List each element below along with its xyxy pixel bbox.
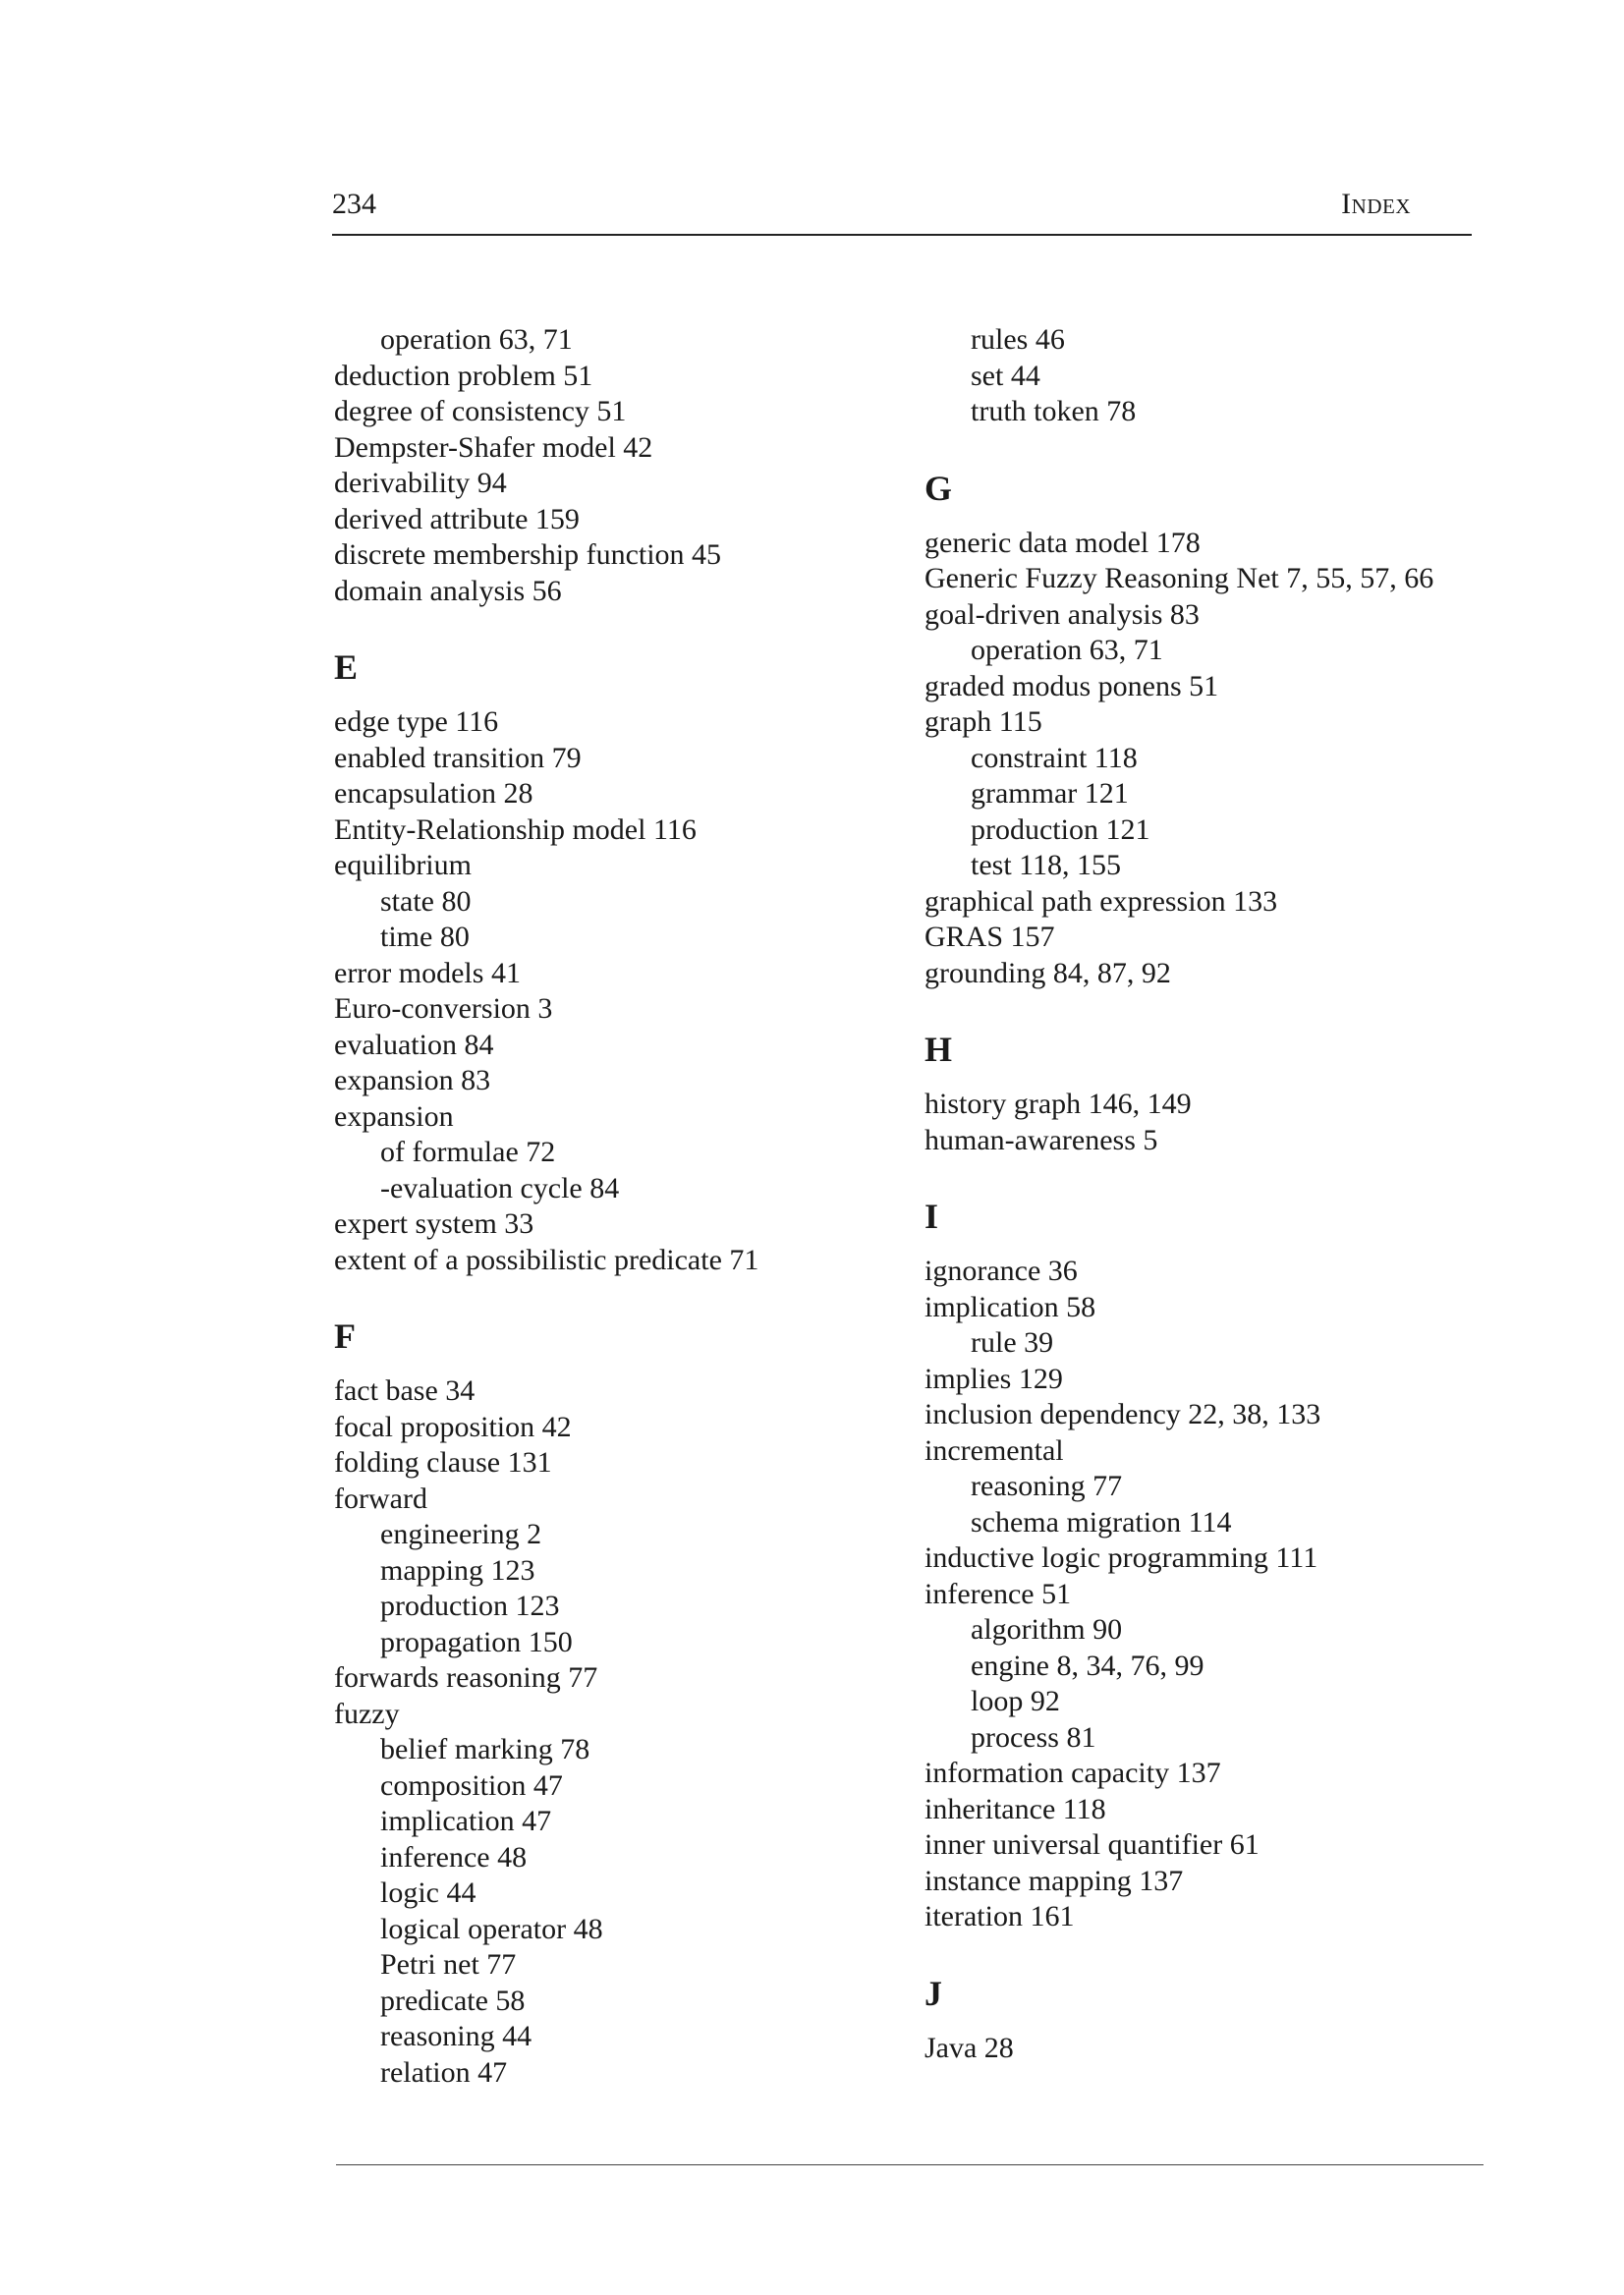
index-subentry: reasoning 44 [380,2020,532,2052]
index-subentry: operation 63, 71 [971,634,1163,666]
index-subentry: grammar 121 [971,777,1129,810]
index-subentry: rule 39 [971,1326,1054,1359]
entry-group-j [924,2031,1514,2067]
index-entry: inclusion dependency 22, 38, 133 [924,1398,1321,1430]
index-subentry: predicate 58 [380,1984,526,2017]
index-entry: expansion 83 [334,1064,491,1096]
index-entry: folding clause 131 [334,1446,552,1479]
index-entry: forward [334,1482,427,1515]
index-entry: degree of consistency 51 [334,395,627,427]
index-entry: information capacity 137 [924,1757,1221,1789]
index-entry: forwards reasoning 77 [334,1661,598,1694]
index-entry: history graph 146, 149 [924,1088,1192,1120]
index-subentry: mapping 123 [380,1553,535,1587]
index-entry: graded modus ponens 51 [924,669,1219,702]
index-subentry: Petri net 77 [380,1948,517,1981]
section-letter-f: F [334,1316,356,1356]
index-entry: ignorance 36 [924,1255,1078,1287]
section-letter-g: G [924,468,953,508]
index-subentry: implication 47 [380,1805,552,1837]
index-subentry: schema migration 114 [971,1505,1232,1539]
index-subentry: state 80 [380,884,472,918]
entry-group-i [924,1254,1514,1935]
section-letter-h: H [924,1030,953,1069]
index-entry: discrete membership function 45 [334,538,722,571]
entry-group-h [924,1087,1514,1158]
index-entry: error models 41 [334,956,521,989]
index-entry: Euro-conversion 3 [334,992,553,1025]
index-subentry: production 121 [971,812,1150,846]
index-entry: Dempster-Shafer model 42 [334,430,653,464]
bottom-rule [336,2164,1484,2165]
index-entry: derivability 94 [334,467,507,499]
index-entry: derived attribute 159 [334,502,580,535]
index-subentry: logic 44 [380,1876,476,1909]
index-entry: inner universal quantifier 61 [924,1828,1260,1861]
index-entry: equilibrium [334,849,472,881]
index-subentry: logical operator 48 [380,1912,603,1945]
index-subentry: time 80 [380,921,470,953]
index-entry: human-awareness 5 [924,1123,1158,1156]
index-entry: Entity-Relationship model 116 [334,812,697,846]
index-subentry: relation 47 [380,2055,508,2089]
index-entry: grounding 84, 87, 92 [924,956,1171,989]
index-subentry: propagation 150 [380,1625,573,1658]
index-entry: GRAS 157 [924,921,1055,953]
index-subentry: inference 48 [380,1840,528,1874]
index-subentry: reasoning 77 [971,1470,1123,1502]
index-entry: graphical path expression 133 [924,884,1278,918]
index-subentry: algorithm 90 [971,1613,1123,1646]
index-entry: expert system 33 [334,1207,534,1240]
index-subentry: loop 92 [971,1685,1060,1717]
index-entry: edge type 116 [334,705,499,738]
section-letter-e: E [334,647,359,687]
index-subentry: test 118, 155 [971,849,1122,881]
index-subentry: engine 8, 34, 76, 99 [971,1649,1204,1682]
entry-group-f [334,1373,884,2091]
index-entry: Generic Fuzzy Reasoning Net 7, 55, 57, 66 [924,562,1434,594]
index-entry: Java 28 [924,2031,1014,2064]
entry-group-f-continued [924,322,1514,430]
index-entry: implies 129 [924,1362,1063,1395]
index-entry: goal-driven analysis 83 [924,597,1200,631]
index-subentry: production 123 [380,1590,560,1622]
index-entry: fuzzy [334,1697,400,1730]
index-entry: encapsulation 28 [334,777,533,810]
index-subentry: belief marking 78 [380,1733,590,1765]
index-column-left [334,322,884,2091]
index-subentry: truth token 78 [971,395,1137,427]
index-entry: generic data model 178 [924,526,1201,559]
entry-group-d-continued [334,322,884,609]
entry-group-g [924,526,1514,992]
section-letter-j: J [924,1973,942,2013]
index-entry: evaluation 84 [334,1028,494,1061]
index-entry: expansion [334,1099,454,1133]
index-entry: enabled transition 79 [334,741,582,774]
index-column-right [924,322,1514,2066]
index-entry: implication 58 [924,1290,1096,1323]
index-subentry: of formulae 72 [380,1136,556,1168]
index-entry: deduction problem 51 [334,359,593,392]
index-entry: inductive logic programming 111 [924,1541,1318,1574]
index-entry: inference 51 [924,1577,1072,1610]
page-number: 234 [332,188,376,220]
index-subentry: operation 63, 71 [380,323,573,356]
index-subentry: -evaluation cycle 84 [380,1171,620,1204]
section-letter-i: I [924,1197,939,1236]
index-subentry: constraint 118 [971,741,1138,774]
index-subentry: rules 46 [971,323,1065,356]
index-subentry: set 44 [971,359,1040,392]
index-entry: domain analysis 56 [334,574,562,607]
entry-group-e [334,704,884,1278]
index-entry: extent of a possibilistic predicate 71 [334,1243,759,1276]
running-head-title: Index [1341,188,1411,220]
index-entry: fact base 34 [334,1374,476,1407]
index-entry: incremental [924,1433,1064,1467]
index-entry: inheritance 118 [924,1792,1106,1825]
index-subentry: composition 47 [380,1768,563,1802]
index-entry: focal proposition 42 [334,1410,572,1443]
index-entry: iteration 161 [924,1900,1075,1932]
index-entry: graph 115 [924,705,1042,738]
running-head [332,185,1472,236]
index-subentry: engineering 2 [380,1518,542,1550]
index-entry: instance mapping 137 [924,1864,1184,1897]
index-subentry: process 81 [971,1720,1096,1754]
